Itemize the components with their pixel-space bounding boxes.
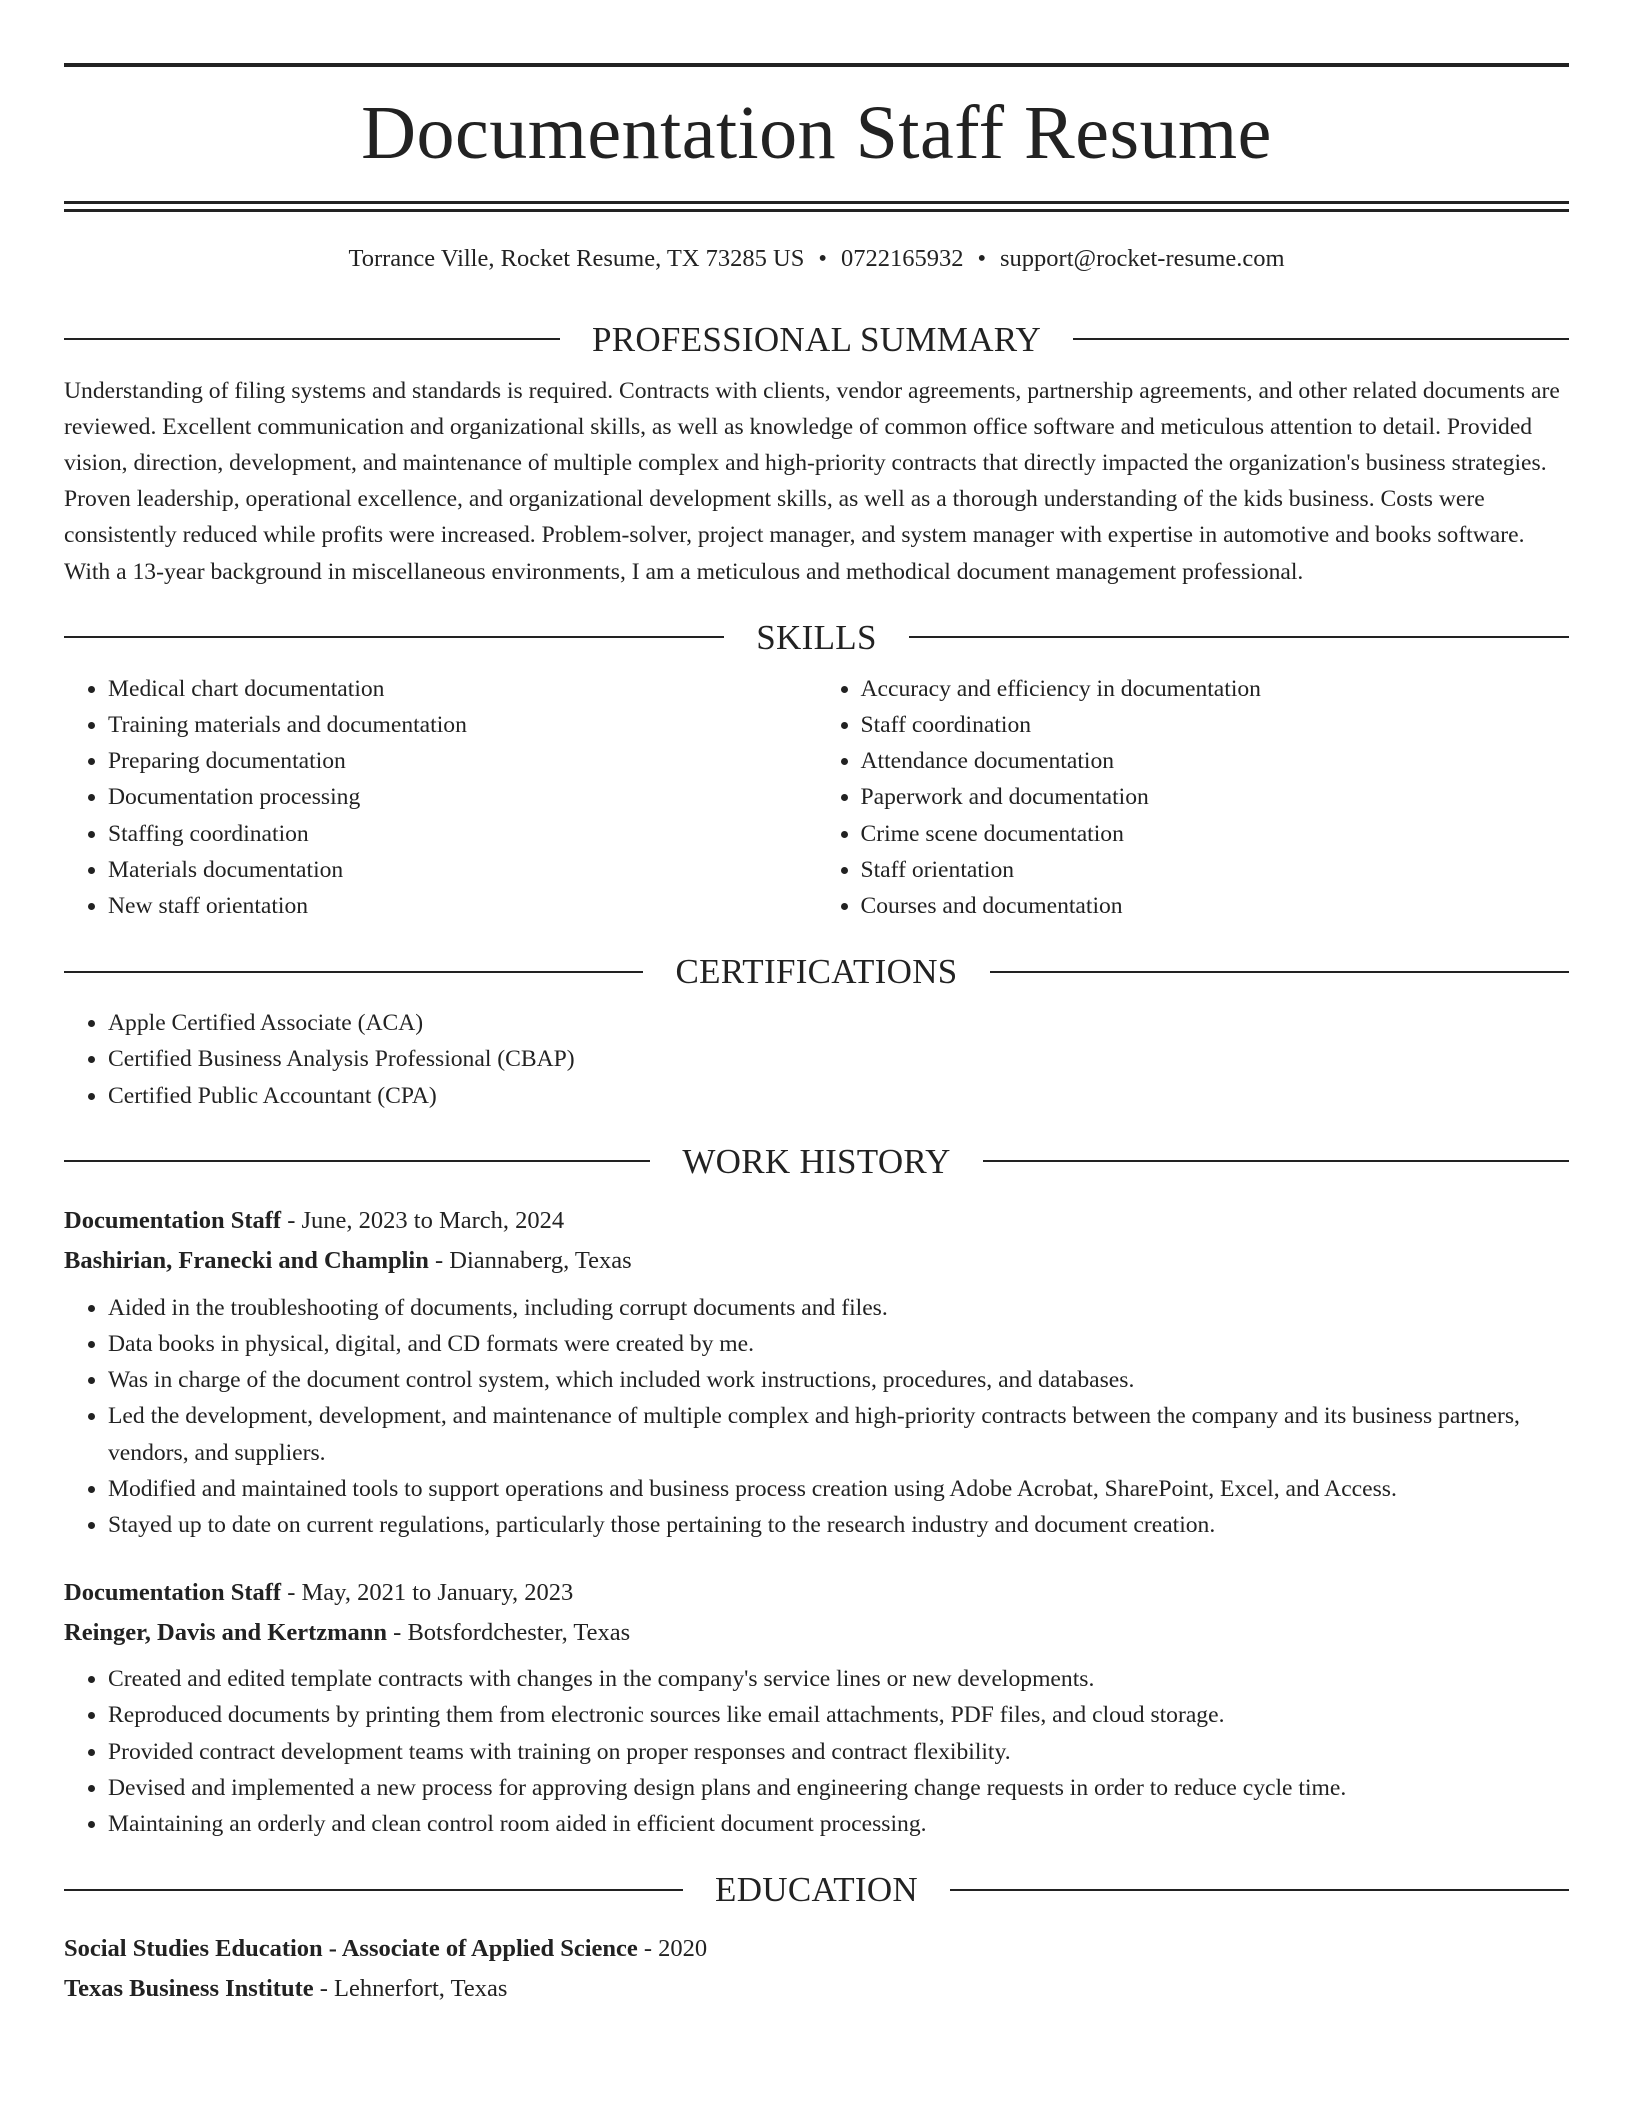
- job-location: - Diannaberg, Texas: [434, 1247, 632, 1275]
- job-bullet: • Provided contract development teams with training on proper responses and contract flexibility.: [108, 1734, 1569, 1770]
- skill-item: • Preparing documentation: [108, 743, 817, 779]
- education-school-line: [64, 1974, 1569, 2002]
- skills-list: [64, 671, 1569, 924]
- job-bullet: • Led the development, development, and maintenance of multiple complex and high-priority contracts between the company and its business partners, vendors, and suppliers.: [108, 1398, 1569, 1470]
- resume-title: Documentation Staff Resume: [361, 91, 1272, 175]
- section-rule: [909, 636, 1569, 638]
- skill-item: • Staff coordination: [861, 707, 1570, 743]
- skill-item: • Paperwork and documentation: [861, 779, 1570, 815]
- skill-item: • Courses and documentation: [861, 888, 1570, 924]
- skill-item: • Training materials and documentation: [108, 707, 817, 743]
- skills-column-right: [817, 671, 1570, 924]
- certifications-list: [64, 1005, 1569, 1114]
- certification-item: • Apple Certified Associate (ACA): [108, 1005, 1569, 1041]
- contact-separator: •: [977, 245, 987, 272]
- top-rule: [64, 63, 1569, 67]
- education-year: - 2020: [643, 1935, 708, 1963]
- job-bullet: • Data books in physical, digital, and CD formats were created by me.: [108, 1326, 1569, 1362]
- section-header-skills: [64, 617, 1569, 657]
- job-title-line: [64, 1206, 1569, 1234]
- job-bullet: • Modified and maintained tools to support operations and business process creation using Adobe Acrobat, SharePoint, Excel, and Access.: [108, 1471, 1569, 1507]
- contact-address: Torrance Ville, Rocket Resume, TX 73285 US: [348, 245, 805, 272]
- section-title: WORK HISTORY: [682, 1141, 951, 1181]
- job-company-line: [64, 1249, 1569, 1274]
- job-dates: - June, 2023 to March, 2024: [287, 1206, 565, 1234]
- education-location: - Lehnerfort, Texas: [319, 1974, 508, 2002]
- job-bullet: • Maintaining an orderly and clean control room aided in efficient document processing.: [108, 1806, 1569, 1842]
- resume-page: [64, 0, 1569, 2001]
- education-degree: Social Studies Education - Associate of Applied Science: [64, 1935, 638, 1963]
- job-bullets: [64, 1290, 1569, 1543]
- summary-text: Understanding of filing systems and standards is required. Contracts with clients, vendor agreements, partnership agreements, and other related documents are reviewed. Excellent communication and organizational skills, as well as knowledge of common office software and meticulous attention to detail. Provided vision, direction, development, and maintenance of multiple complex and high-priority contracts that directly impacted the organization's business strategies. Proven leadership, operational excellence, and organizational development skills, as well as a thorough understanding of the kids business. Costs were consistently reduced while profits were increased. Problem-solver, project manager, and system manager with expertise in automotive and books software. With a 13-year background in miscellaneous environments, I am a meticulous and methodical document management professional.: [64, 377, 1560, 585]
- section-title: PROFESSIONAL SUMMARY: [591, 319, 1042, 359]
- contact-line: [64, 247, 1569, 272]
- job-title: Documentation Staff: [64, 1579, 282, 1607]
- section-header-work-history: [64, 1141, 1569, 1181]
- job-company: Reinger, Davis and Kertzmann: [64, 1618, 388, 1646]
- job-location: - Botsfordchester, Texas: [393, 1618, 631, 1646]
- section-title: CERTIFICATIONS: [675, 952, 958, 992]
- skill-item: • Accuracy and efficiency in documentation: [861, 671, 1570, 707]
- contact-separator: •: [818, 245, 827, 272]
- section-rule: [1073, 338, 1569, 340]
- education-degree-line: [64, 1937, 1569, 1962]
- skill-item: • Crime scene documentation: [861, 816, 1570, 852]
- job-bullets: [64, 1661, 1569, 1842]
- section-header-summary: [64, 319, 1569, 359]
- job-entry: [64, 1206, 1569, 1543]
- skill-item: • Attendance documentation: [861, 743, 1570, 779]
- job-bullet: • Created and edited template contracts with changes in the company's service lines or new developments.: [108, 1661, 1569, 1697]
- double-rule: [64, 201, 1569, 212]
- skill-item: • Medical chart documentation: [108, 671, 817, 707]
- job-bullet: • Was in charge of the document control system, which included work instructions, procedures, and databases.: [108, 1362, 1569, 1398]
- section-rule: [64, 971, 643, 973]
- job-company: Bashirian, Franecki and Champlin: [64, 1247, 429, 1275]
- section-header-education: [64, 1870, 1569, 1910]
- certification-item: • Certified Business Analysis Professional (CBAP): [108, 1041, 1569, 1077]
- job-bullet: • Aided in the troubleshooting of documents, including corrupt documents and files.: [108, 1290, 1569, 1326]
- job-bullet: • Reproduced documents by printing them from electronic sources like email attachments, PDF files, and cloud storage.: [108, 1697, 1569, 1733]
- section-title: EDUCATION: [715, 1870, 918, 1910]
- job-title: Documentation Staff: [64, 1206, 282, 1234]
- section-rule: [950, 1889, 1569, 1891]
- section-rule: [64, 1889, 683, 1891]
- job-company-line: [64, 1618, 1569, 1646]
- section-title: SKILLS: [756, 617, 877, 657]
- skill-item: • Staff orientation: [861, 852, 1570, 888]
- section-rule: [64, 636, 724, 638]
- job-title-line: [64, 1581, 1569, 1606]
- skill-item: • Documentation processing: [108, 779, 817, 815]
- job-bullet: • Devised and implemented a new process for approving design plans and engineering change requests in order to reduce cycle time.: [108, 1770, 1569, 1806]
- section-rule: [64, 1160, 650, 1162]
- certification-item: • Certified Public Accountant (CPA): [108, 1078, 1569, 1114]
- section-rule: [64, 338, 560, 340]
- contact-phone: 0722165932: [840, 245, 964, 272]
- job-entry: [64, 1581, 1569, 1842]
- skills-column-left: [64, 671, 817, 924]
- section-header-certifications: [64, 952, 1569, 992]
- skill-item: • Materials documentation: [108, 852, 817, 888]
- job-bullet: • Stayed up to date on current regulations, particularly those pertaining to the research industry and document creation.: [108, 1507, 1569, 1543]
- contact-email[interactable]: support@rocket-resume.com: [1000, 245, 1285, 272]
- job-dates: - May, 2021 to January, 2023: [287, 1579, 574, 1607]
- skill-item: • Staffing coordination: [108, 816, 817, 852]
- section-rule: [990, 971, 1569, 973]
- education-school: Texas Business Institute: [64, 1974, 314, 2002]
- section-rule: [983, 1160, 1569, 1162]
- skill-item: • New staff orientation: [108, 888, 817, 924]
